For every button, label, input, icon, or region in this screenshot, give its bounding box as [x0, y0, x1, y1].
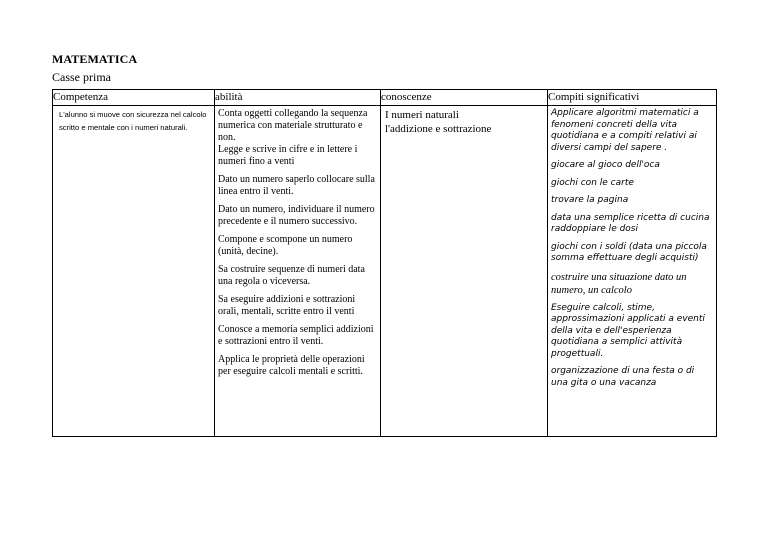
- table-header-row: [53, 90, 717, 106]
- column-header-competenza: Competenza: [53, 90, 215, 106]
- conoscenze-item: I numeri naturali: [385, 109, 459, 121]
- abilita-item: Applica le proprietà delle operazioni per eseguire calcoli mentali e scritti.: [218, 354, 365, 377]
- compiti-cell: [548, 106, 717, 437]
- abilita-item: Sa costruire sequenze di numeri data una regola o viceversa.: [218, 264, 365, 287]
- compito-item: giocare al gioco dell'oca: [551, 160, 660, 170]
- curriculum-table: [52, 89, 717, 437]
- compito-item: costruire una situazione dato un numero, un calcolo: [551, 271, 687, 296]
- abilita-cell: [215, 106, 381, 437]
- competenza-cell: [53, 106, 215, 437]
- compito-item: giochi con i soldi (data una piccola somma effettuare degli acquisti): [551, 241, 707, 263]
- page-subtitle: Casse prima: [52, 70, 111, 84]
- compito-item: organizzazione di una festa o di una gita o una vacanza: [551, 366, 695, 388]
- abilita-item: Sa eseguire addizioni e sottrazioni orali, mentali, scritte entro il venti: [218, 294, 356, 317]
- abilita-item: Conosce a memoria semplici addizioni e sottrazioni entro il venti.: [218, 324, 374, 347]
- abilita-item: Dato un numero saperlo collocare sulla linea entro il venti.: [218, 174, 375, 197]
- conoscenze-cell: [381, 106, 548, 437]
- abilita-item: Dato un numero, individuare il numero precedente e il numero successivo.: [218, 204, 375, 227]
- conoscenze-item: l'addizione e sottrazione: [385, 123, 492, 135]
- page-title: MATEMATICA: [52, 52, 138, 66]
- compito-item: Applicare algoritmi matematici a fenomeni concreti della vita quotidiana e a compiti relativi ai diversi campi del sapere .: [551, 108, 699, 153]
- abilita-item: Compone e scompone un numero (unità, decine).: [218, 234, 353, 257]
- column-header-abilita: abilità: [215, 90, 381, 106]
- table-row: [53, 106, 717, 437]
- compito-item: trovare la pagina: [551, 195, 629, 205]
- compito-item: Eseguire calcoli, stime, approssimazioni applicati a eventi della vita e dell'esperienza quotidiana a semplici attività progettuali.: [551, 302, 705, 359]
- competenza-line: L'alunno si muove con sicurezza nel calcolo: [59, 110, 207, 119]
- competenza-line: scritto e mentale con i numeri naturali.: [59, 123, 188, 132]
- abilita-item: Conta oggetti collegando la sequenza numerica con materiale strutturato e non. Legge e scrive in cifre e in lettere i numeri fino a venti: [218, 108, 368, 167]
- compito-item: data una semplice ricetta di cucina raddoppiare le dosi: [551, 212, 710, 234]
- column-header-conoscenze: conoscenze: [381, 90, 548, 106]
- compito-item: giochi con le carte: [551, 177, 634, 188]
- column-header-compiti: Compiti significativi: [548, 90, 717, 106]
